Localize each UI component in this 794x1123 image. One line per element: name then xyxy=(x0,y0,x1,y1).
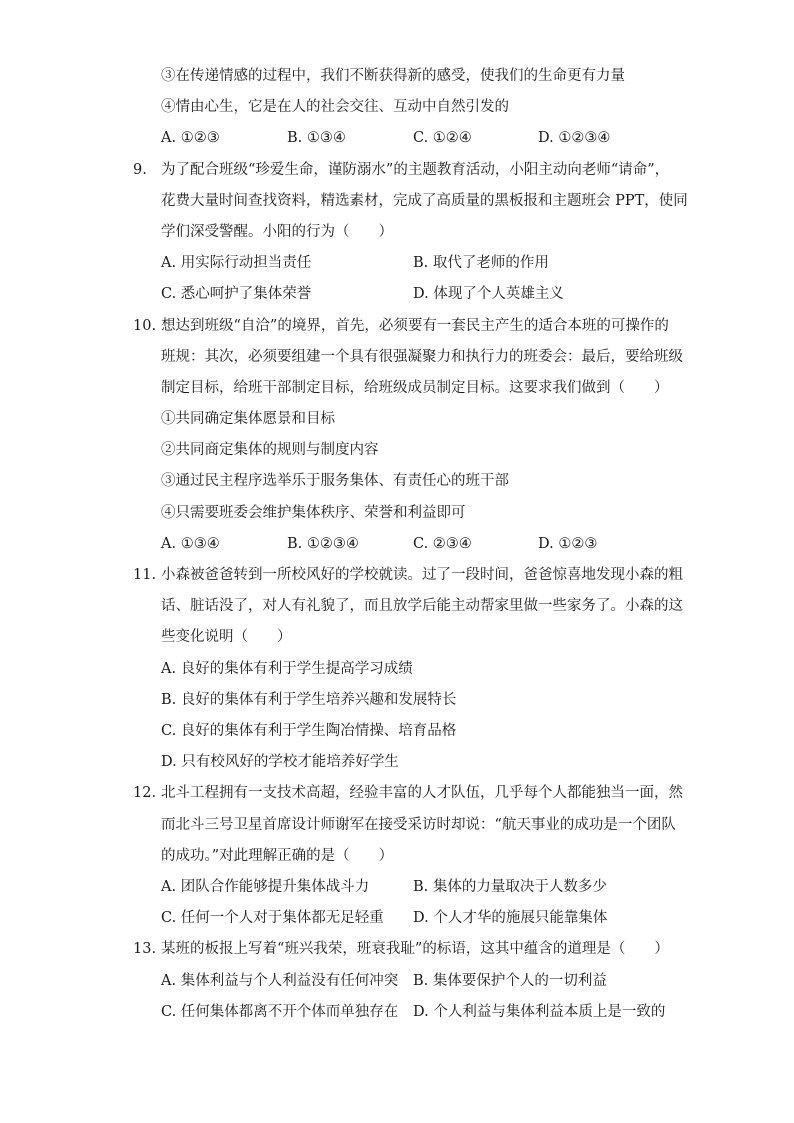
q13-option-d[interactable]: D. 个人利益与集体利益本质上是一致的 xyxy=(413,1004,666,1020)
q12-option-c[interactable]: C. 任何一个人对于集体都无足轻重 xyxy=(161,910,384,926)
q11-option-c[interactable]: C. 良好的集体有利于学生陶冶情操、培育品格 xyxy=(161,723,457,739)
q8-option-b[interactable]: B. ①③④ xyxy=(287,130,346,146)
q12-stem-line: 北斗工程拥有一支技术高超，经验丰富的人才队伍，几乎每个人都能独当一面，然 xyxy=(161,785,683,801)
q13-number: 13. xyxy=(133,941,157,957)
q13-stem-line: 某班的板报上写着“班兴我荣，班衰我耻”的标语，这其中蕴含的道理是（ ） xyxy=(161,941,669,957)
q13-option-a[interactable]: A. 集体利益与个人利益没有任何冲突 xyxy=(161,973,399,989)
q10-stem-line: 制定目标，给班干部制定目标，给班级成员制定目标。这要求我们做到（ ） xyxy=(161,380,669,396)
q8-statement-4: ④情由心生，它是在人的社会交往、互动中自然引发的 xyxy=(161,99,509,115)
q8-option-a[interactable]: A. ①②③ xyxy=(161,130,220,146)
q11-stem-line: 些变化说明（ ） xyxy=(161,629,292,645)
q10-option-b[interactable]: B. ①②③④ xyxy=(287,536,359,552)
q12-option-d[interactable]: D. 个人才华的施展只能靠集体 xyxy=(413,910,608,926)
q10-option-a[interactable]: A. ①③④ xyxy=(161,536,220,552)
q9-stem-line: 为了配合班级“珍爱生命，谨防溺水”的主题教育活动，小阳主动向老师“请命”， xyxy=(161,162,670,178)
q9-option-a[interactable]: A. 用实际行动担当责任 xyxy=(161,255,312,271)
q11-number: 11. xyxy=(133,567,157,583)
q10-statement-1: ①共同确定集体愿景和目标 xyxy=(161,411,335,427)
q9-stem-line: 花费大量时间查找资料，精选素材，完成了高质量的黑板报和主题班会 PPT，使同 xyxy=(161,193,688,209)
q8-option-c[interactable]: C. ①②④ xyxy=(413,130,472,146)
q10-statement-3: ③通过民主程序选举乐于服务集体、有责任心的班干部 xyxy=(161,473,509,489)
q11-option-d[interactable]: D. 只有校风好的学校才能培养好学生 xyxy=(161,754,399,770)
q13-option-b[interactable]: B. 集体要保护个人的一切利益 xyxy=(413,973,607,989)
q9-option-b[interactable]: B. 取代了老师的作用 xyxy=(413,255,549,271)
q8-option-d[interactable]: D. ①②③④ xyxy=(538,130,611,146)
q13-option-c[interactable]: C. 任何集体都离不开个体而单独存在 xyxy=(161,1004,399,1020)
q11-stem-line: 小森被爸爸转到一所校风好的学校就读。过了一段时间，爸爸惊喜地发现小森的粗 xyxy=(161,567,683,583)
q10-stem-line: 班规：其次，必须要组建一个具有很强凝聚力和执行力的班委会：最后，要给班级 xyxy=(161,349,683,365)
q12-stem-line: 而北斗三号卫星首席设计师谢军在接受采访时却说：“航天事业的成功是一个团队 xyxy=(161,817,676,833)
q10-stem-line: 想达到班级“自洽”的境界，首先，必须要有一套民主产生的适合本班的可操作的 xyxy=(161,318,669,334)
q8-statement-3: ③在传递情感的过程中，我们不断获得新的感受，使我们的生命更有力量 xyxy=(161,68,625,84)
q12-option-b[interactable]: B. 集体的力量取决于人数多少 xyxy=(413,879,607,895)
q10-option-c[interactable]: C. ②③④ xyxy=(413,536,472,552)
q9-stem-line: 学们深受警醒。小阳的行为（ ） xyxy=(161,224,393,240)
q9-option-d[interactable]: D. 体现了个人英雄主义 xyxy=(413,286,564,302)
q10-statement-4: ④只需要班委会维护集体秩序、荣誉和利益即可 xyxy=(161,505,466,521)
q12-stem-line: 的成功。”对此理解正确的是（ ） xyxy=(161,848,394,864)
q10-statement-2: ②共同商定集体的规则与制度内容 xyxy=(161,442,379,458)
q11-option-b[interactable]: B. 良好的集体有利于学生培养兴趣和发展特长 xyxy=(161,692,457,708)
q9-number: 9. xyxy=(133,162,147,178)
q11-stem-line: 话、脏话没了，对人有礼貌了，而且放学后能主动帮家里做一些家务了。小森的这 xyxy=(161,598,683,614)
q10-option-d[interactable]: D. ①②③ xyxy=(538,536,598,552)
q12-option-a[interactable]: A. 团队合作能够提升集体战斗力 xyxy=(161,879,370,895)
q12-number: 12. xyxy=(133,785,157,801)
q9-option-c[interactable]: C. 悉心呵护了集体荣誉 xyxy=(161,286,312,302)
q10-number: 10. xyxy=(133,318,157,334)
q11-option-a[interactable]: A. 良好的集体有利于学生提高学习成绩 xyxy=(161,661,413,677)
